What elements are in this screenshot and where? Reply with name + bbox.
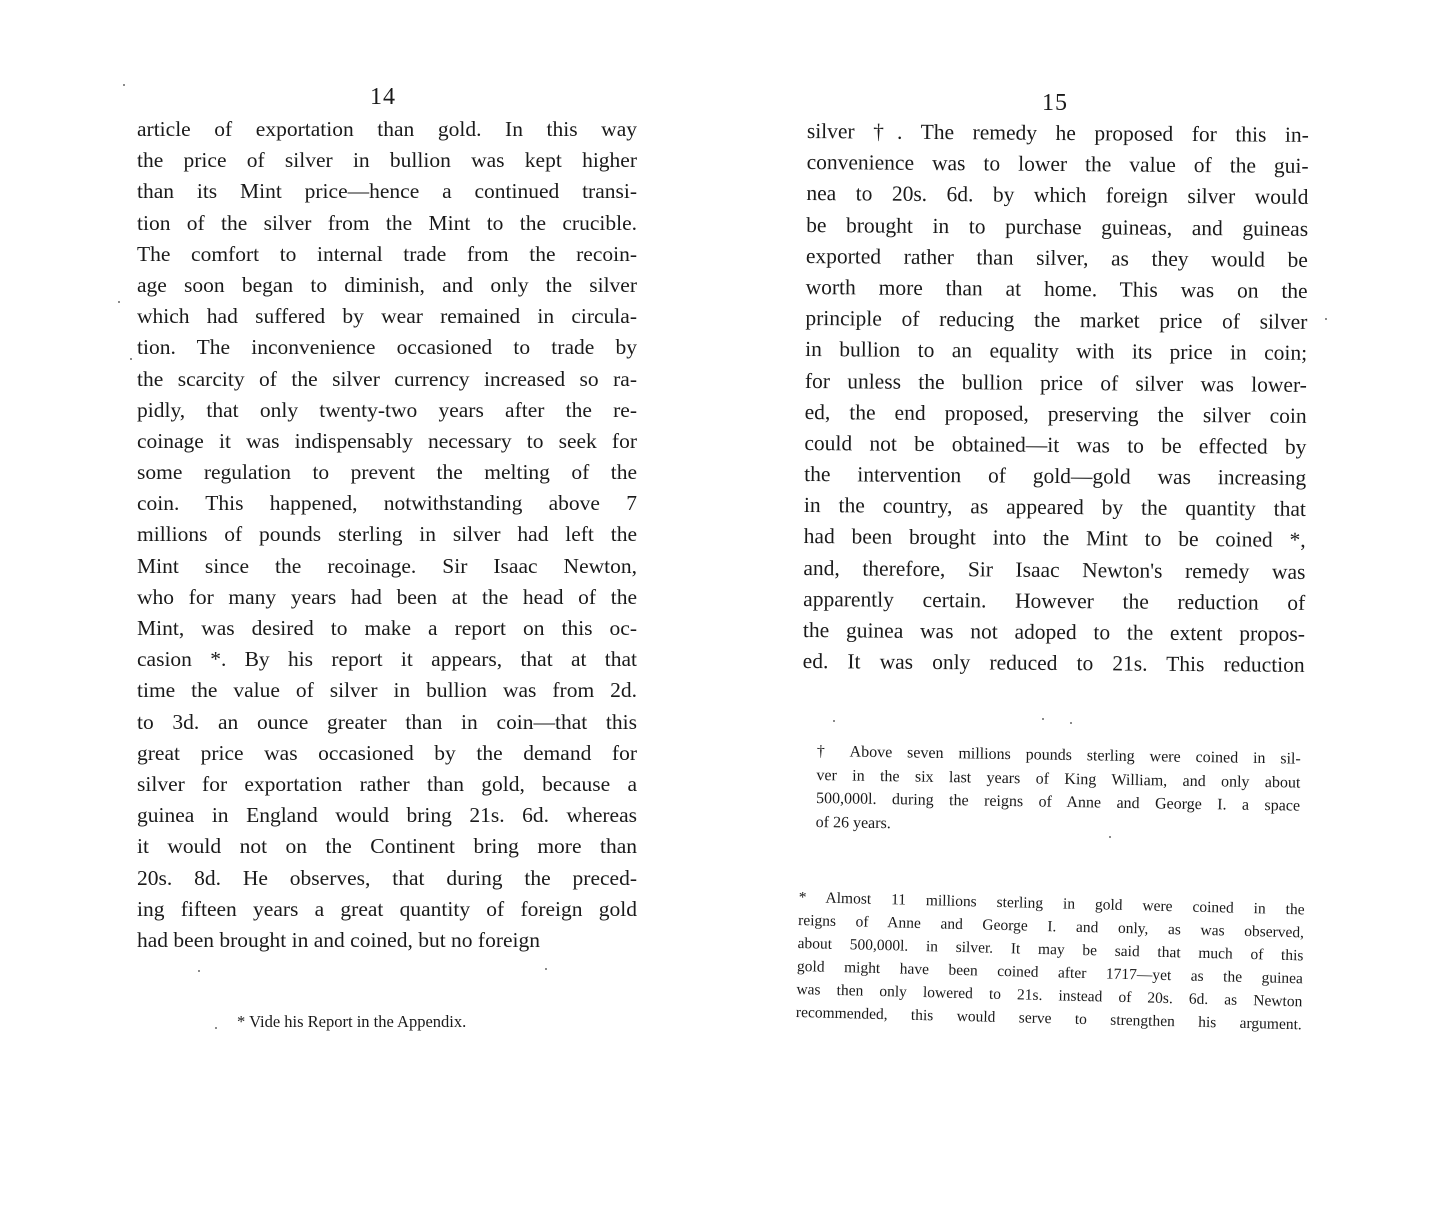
text-line: to 3d. an ounce greater than in coin—that this (137, 709, 637, 734)
text-line: tion. The inconvenience occasioned to trade by (137, 335, 637, 360)
text-line: some regulation to prevent the melting of the (137, 460, 637, 485)
page-number: 15 (1042, 90, 1068, 116)
text-line: Mint since the recoinage. Sir Isaac Newton, (137, 553, 637, 578)
body-text (137, 114, 637, 956)
text-line: millions of pounds sterling in silver had left the (137, 522, 637, 547)
right-page (717, 0, 1435, 1208)
text-line: the intervention of gold—gold was increasing (804, 462, 1307, 490)
text-line: who for many years had been at the head of the (137, 584, 637, 609)
text-line: tion of the silver from the Mint to the crucible. (137, 210, 637, 235)
text-line: for unless the bullion price of silver was lower- (804, 368, 1308, 397)
scan-speck (545, 968, 547, 970)
text-line: had been brought in and coined, but no foreign (137, 927, 541, 952)
text-line: time the value of silver in bullion was from 2d. (137, 678, 637, 703)
text-line: article of exportation than gold. In this way (137, 117, 637, 141)
scan-speck (1109, 836, 1111, 838)
text-line: age soon began to diminish, and only the silver (137, 272, 637, 297)
text-line: principle of reducing the market price of silver (805, 306, 1308, 335)
text-line: silver †. The remedy he proposed for this in- (806, 118, 1309, 147)
text-line: the scarcity of the silver currency increased so ra- (137, 366, 637, 391)
text-line: than its Mint price—hence a continued transi- (137, 179, 637, 204)
footnote-line: * Almost 11 millions sterling in gold were coined in the (798, 888, 1305, 919)
text-line: which had suffered by wear remained in circula- (137, 304, 637, 329)
footnote-star (796, 886, 1305, 1036)
scan-speck (123, 84, 125, 86)
scan-speck (1325, 318, 1327, 320)
text-line: exported rather than silver, as they would be (805, 243, 1308, 272)
text-line: had been brought into the Mint to be coined *, (803, 524, 1306, 553)
text-line: apparently certain. However the reduction of (803, 586, 1306, 615)
text-line: The comfort to internal trade from the recoin- (137, 241, 637, 266)
scan-speck (215, 1027, 217, 1029)
text-line: and, therefore, Sir Isaac Newton's remedy was (803, 555, 1306, 584)
text-line: convenience was to lower the value of the gui- (806, 150, 1309, 179)
text-line: guinea in England would bring 21s. 6d. whereas (137, 803, 637, 828)
text-line: Mint, was desired to make a report on this oc- (137, 616, 637, 640)
scan-speck (198, 970, 200, 972)
text-line: silver for exportation rather than gold, because a (137, 771, 637, 796)
text-line: worth more than at home. This was on the (805, 274, 1308, 303)
scan-speck (130, 358, 132, 360)
text-line: ed. It was only reduced to 21s. This reduction (802, 649, 1305, 678)
text-line: 20s. 8d. He observes, that during the preced- (137, 865, 637, 890)
footnote-line: of 26 years. (815, 813, 891, 832)
footnote-line: ver in the six last years of King William, and only about (816, 766, 1301, 792)
footnote-line: about 500,000l. in silver. It may be said that much of this (797, 934, 1304, 965)
footnote-line: † Above seven millions pounds sterling were coined in sil- (816, 742, 1301, 768)
text-line: casion *. By his report it appears, that at that (137, 647, 637, 672)
footnote-line: reigns of Anne and George I. and only, as was observed, (797, 911, 1305, 942)
left-page (0, 0, 717, 1208)
text-line: be brought in to purchase guineas, and guineas (806, 212, 1309, 241)
footnote (237, 1010, 537, 1034)
footnote-line: was then only lowered to 21s. instead of 20s. 6d. as Newton (796, 980, 1303, 1011)
scan-speck (118, 301, 120, 303)
scan-speck (1070, 722, 1072, 724)
scan-speck (833, 720, 835, 722)
text-line: could not be obtained—it was to be effected by (804, 430, 1307, 459)
text-line: nea to 20s. 6d. by which foreign silver would (806, 181, 1309, 210)
text-line: in bullion to an equality with its price in coin; (805, 337, 1308, 366)
text-line: pidly, that only twenty-two years after the re- (137, 397, 637, 422)
text-line: in the country, as appeared by the quantity that (803, 493, 1307, 522)
text-line: the guinea was not adoped to the extent propos- (802, 617, 1306, 646)
text-line: coinage it was indispensably necessary to seek for (137, 428, 637, 453)
text-line: great price was occasioned by the demand for (137, 740, 637, 765)
scan-speck (1042, 718, 1044, 720)
footnote-line: * Vide his Report in the Appendix. (237, 1012, 467, 1031)
footnote-line: gold might have been coined after 1717—yet as the guinea (796, 957, 1304, 988)
page-number: 14 (370, 84, 396, 110)
text-line: it would not on the Continent bring more than (137, 834, 637, 859)
footnote-dagger (816, 740, 1301, 842)
footnote-line: 500,000l. during the reigns of Anne and George I. a space (815, 789, 1301, 815)
footnote-line: recommended, this would serve to strengthen his argument. (795, 1003, 1302, 1034)
body-text (803, 116, 1309, 681)
text-line: the price of silver in bullion was kept higher (137, 148, 637, 173)
text-line: ing fifteen years a great quantity of foreign gold (137, 896, 637, 921)
text-line: ed, the end proposed, preserving the silver coin (804, 399, 1307, 428)
text-line: coin. This happened, notwithstanding above 7 (137, 491, 637, 516)
